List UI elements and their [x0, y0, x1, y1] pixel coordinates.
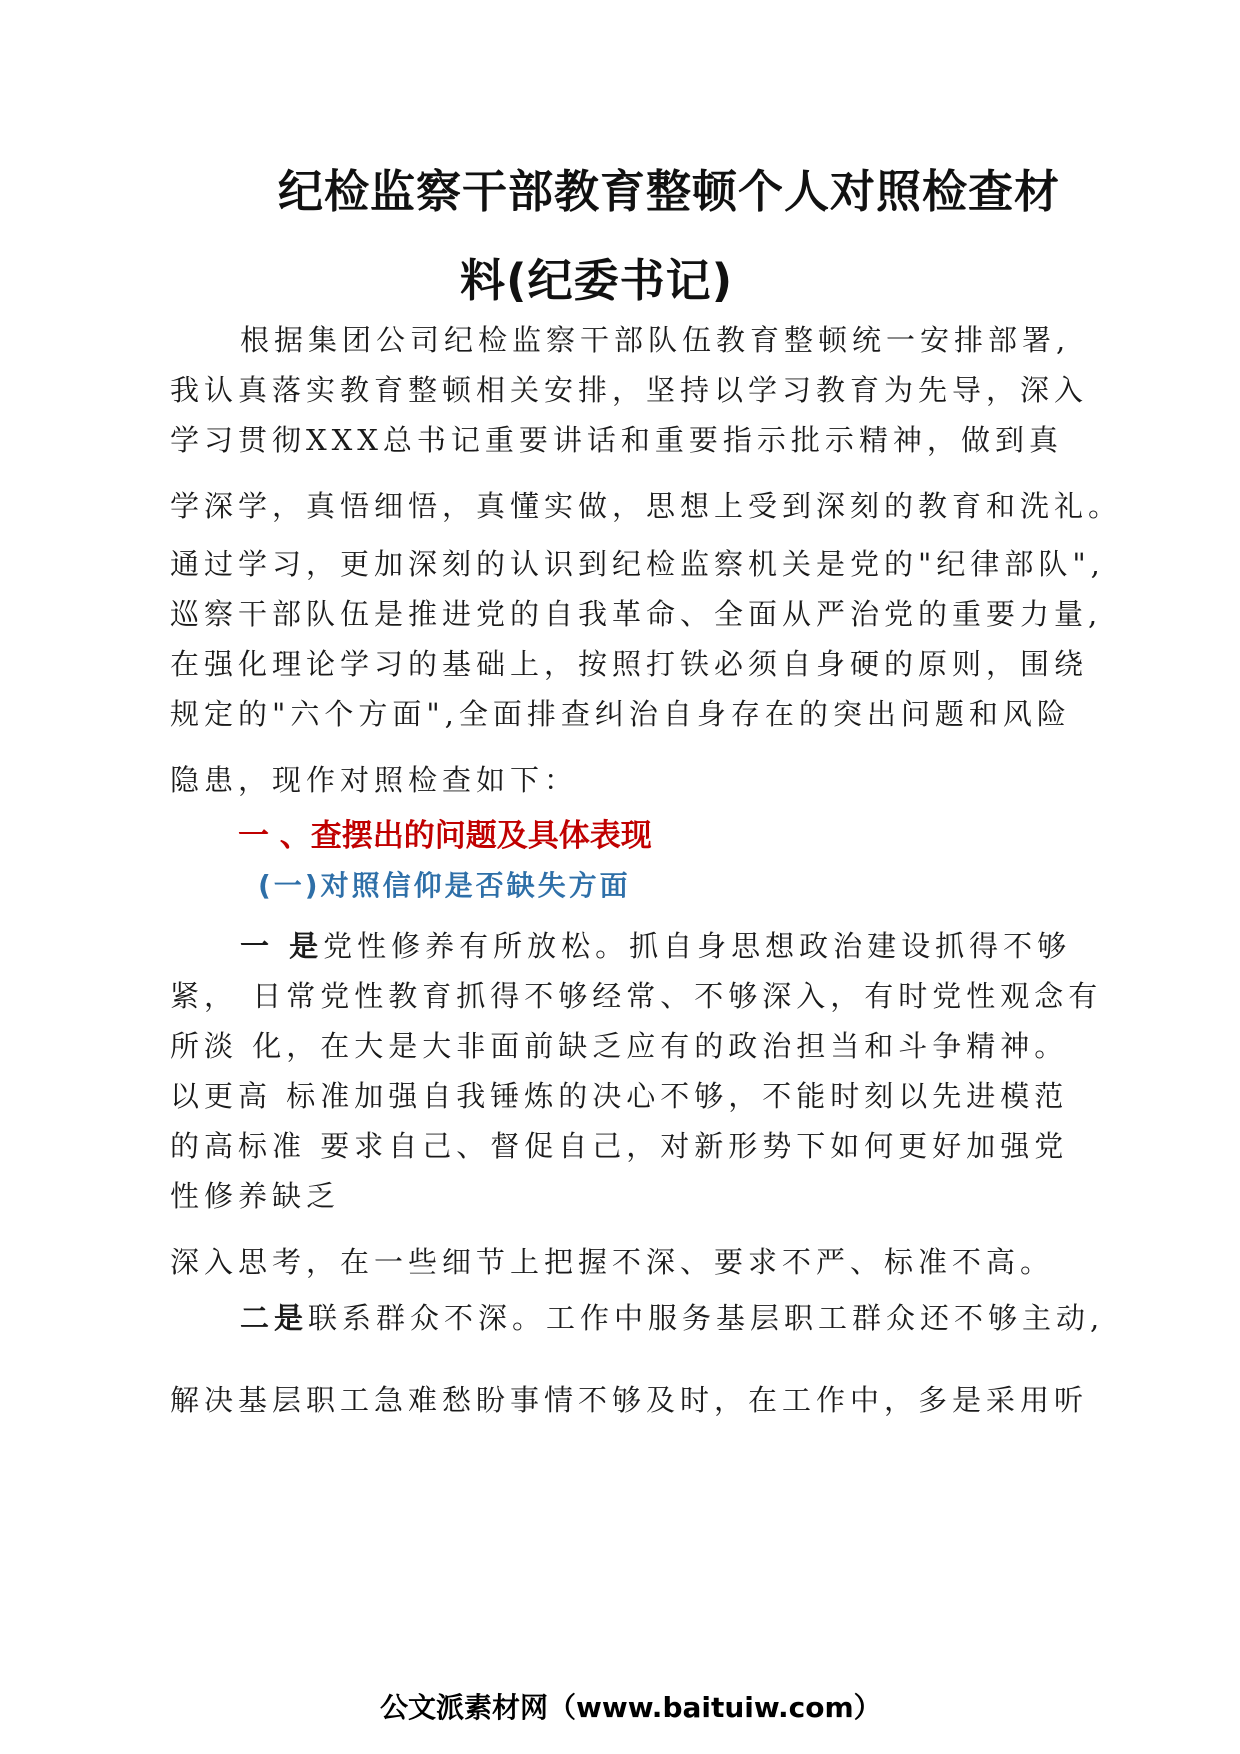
intro-line: 在强化理论学习的基础上，按照打铁必须自身硬的原则，围绕	[170, 647, 1089, 681]
point-1-text: 党性修养有所放松。抓自身思想政治建设抓得不够	[323, 929, 1072, 963]
document-title-line-1: 纪检监察干部教育整顿个人对照检查材	[278, 165, 1061, 218]
point-1-line: 的高标准 要求自己、督促自己，对新形势下如何更好加强党	[170, 1129, 1069, 1163]
intro-line: 学深学，真悟细悟，真懂实做，思想上受到深刻的教育和洗礼。	[170, 489, 1123, 523]
intro-line: 巡察干部队伍是推进党的自我革命、全面从严治党的重要力量,	[170, 597, 1103, 631]
intro-line: 我认真落实教育整顿相关安排，坚持以学习教育为先导，深入	[170, 373, 1089, 407]
point-1-lead: 一 是	[240, 929, 324, 963]
section-heading: 一 、查摆出的问题及具体表现	[238, 818, 652, 854]
intro-line: 隐患，现作对照检查如下：	[170, 763, 579, 797]
point-1-line: 所淡 化，在大是大非面前缺乏应有的政治担当和斗争精神。	[170, 1029, 1069, 1063]
intro-line: 规定的"六个方面",全面排查纠治自身存在的突出问题和风险	[170, 697, 1071, 731]
point-1-line: 紧， 日常党性教育抓得不够经常、不够深入，有时党性观念有	[170, 979, 1103, 1013]
point-1-first-line	[240, 924, 1071, 965]
intro-line: 通过学习，更加深刻的认识到纪检监察机关是党的"纪律部队",	[170, 547, 1105, 581]
intro-line: 根据集团公司纪检监察干部队伍教育整顿统一安排部署,	[240, 323, 1071, 357]
intro-line: 学习贯彻XXX总书记重要讲话和重要指示批示精神，做到真	[170, 423, 1063, 457]
point-1-line: 性修养缺乏	[170, 1179, 341, 1213]
point-2-line: 解决基层职工急难愁盼事情不够及时，在工作中，多是采用听	[170, 1383, 1089, 1417]
document-title-line-2: 料(纪委书记)	[460, 254, 734, 307]
footer-source: 公文派素材网（www.baituiw.com）	[380, 1691, 882, 1724]
point-2-text: 联系群众不深。工作中服务基层职工群众还不够主动,	[308, 1301, 1105, 1335]
point-2-lead: 二是	[240, 1301, 309, 1335]
point-1-line: 以更高 标准加强自我锤炼的决心不够，不能时刻以先进模范	[170, 1079, 1069, 1113]
point-1-line: 深入思考，在一些细节上把握不深、要求不严、标准不高。	[170, 1245, 1055, 1279]
subsection-heading: (一)对照信仰是否缺失方面	[258, 869, 631, 902]
point-2-first-line	[240, 1296, 1104, 1337]
